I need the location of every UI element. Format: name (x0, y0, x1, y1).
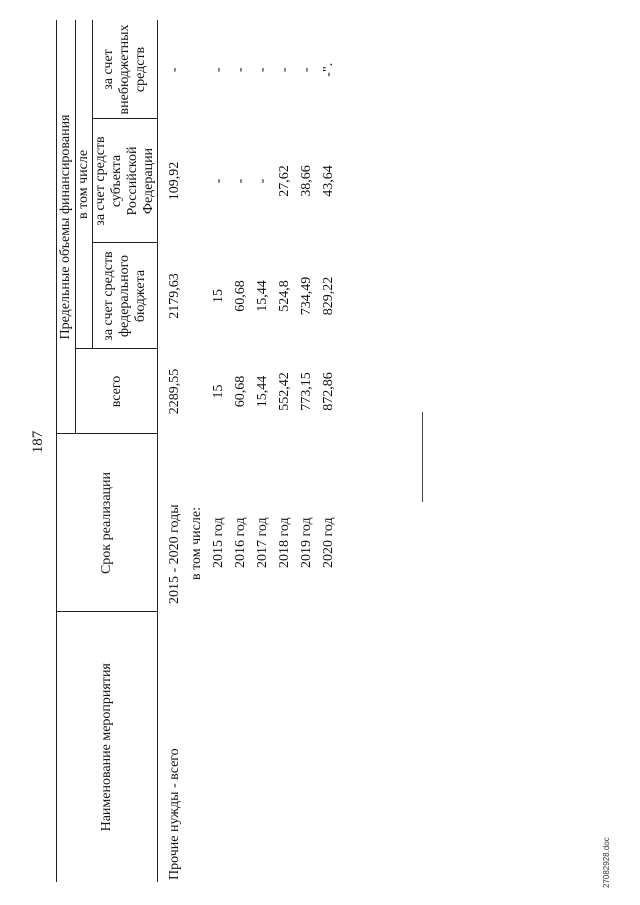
header-row-1 (57, 20, 76, 882)
header-total: всего (76, 349, 158, 434)
row-total: 60,68 (233, 375, 249, 408)
row-federal: 60,68 (233, 280, 249, 312)
row-total: 773,15 (299, 372, 315, 411)
table-row (274, 20, 296, 882)
row-extrabudget (186, 20, 208, 119)
row-extrabudget: - (167, 67, 183, 73)
header-extrabudget: за счет внебюджетных средств (93, 20, 158, 119)
row-period: 2018 год (277, 517, 293, 568)
row-regional: - (255, 178, 271, 184)
row-extrabudget: - (255, 67, 271, 73)
table-row (208, 20, 230, 882)
row-name (318, 612, 340, 882)
row-regional: - (233, 178, 249, 184)
row-federal: 15,44 (255, 280, 271, 312)
row-federal: 15 (211, 289, 227, 303)
row-federal: 829,22 (321, 276, 337, 316)
row-name (208, 612, 230, 882)
row-regional: 27,62 (277, 165, 293, 197)
row-total (186, 349, 208, 434)
financing-table (56, 20, 340, 882)
header-regional: за счет средств субъекта Российской Федерации (93, 119, 158, 243)
row-period: в том числе: (189, 507, 205, 580)
row-regional: 43,64 (321, 165, 337, 197)
table-row (186, 20, 208, 882)
rotated-content (22, 12, 622, 892)
row-name (274, 612, 296, 882)
row-period: 2015 - 2020 годы (167, 504, 183, 604)
header-period: Срок реализации (57, 434, 158, 612)
row-period: 2016 год (233, 517, 249, 568)
table-row (318, 20, 340, 882)
row-regional: 109,92 (167, 161, 183, 201)
header-federal: за счет средств федерального бюджета (93, 243, 158, 349)
row-name (186, 612, 208, 882)
row-extrabudget: - (233, 67, 249, 73)
separator-line (422, 412, 423, 502)
row-regional: - (211, 178, 227, 184)
document-code: 27082928.doc (602, 837, 611, 888)
table-row (296, 20, 318, 882)
row-period: 2017 год (255, 517, 271, 568)
row-total: 15,44 (255, 375, 271, 408)
row-extrabudget: - (277, 67, 293, 73)
table-row (252, 20, 274, 882)
row-federal: 524,8 (277, 280, 293, 312)
table-row (230, 20, 252, 882)
row-regional: 38,66 (299, 165, 315, 197)
row-period: 2015 год (211, 517, 227, 568)
row-federal: 734,49 (299, 276, 315, 316)
row-name: Прочие нужды - всего (167, 748, 183, 880)
row-extrabudget: - (211, 67, 227, 73)
row-total: 2289,55 (167, 368, 183, 415)
row-federal (186, 243, 208, 349)
row-name (252, 612, 274, 882)
row-federal: 2179,63 (167, 273, 183, 319)
row-name (230, 612, 252, 882)
row-period: 2020 год (321, 517, 337, 568)
row-total: 15 (211, 384, 227, 399)
row-total: 552,42 (277, 372, 293, 411)
row-regional (186, 119, 208, 243)
row-extrabudget: - (299, 67, 315, 73)
header-including: в том числе (76, 20, 93, 349)
row-total: 872,86 (321, 372, 337, 411)
table-row (158, 20, 187, 882)
header-name: Наименование мероприятия (57, 612, 158, 882)
row-name (296, 612, 318, 882)
row-period: 2019 год (299, 517, 315, 568)
header-limits: Предельные объемы финансирования (57, 20, 76, 434)
page-number: 187 (30, 430, 46, 454)
row-extrabudget: -". (321, 62, 337, 77)
